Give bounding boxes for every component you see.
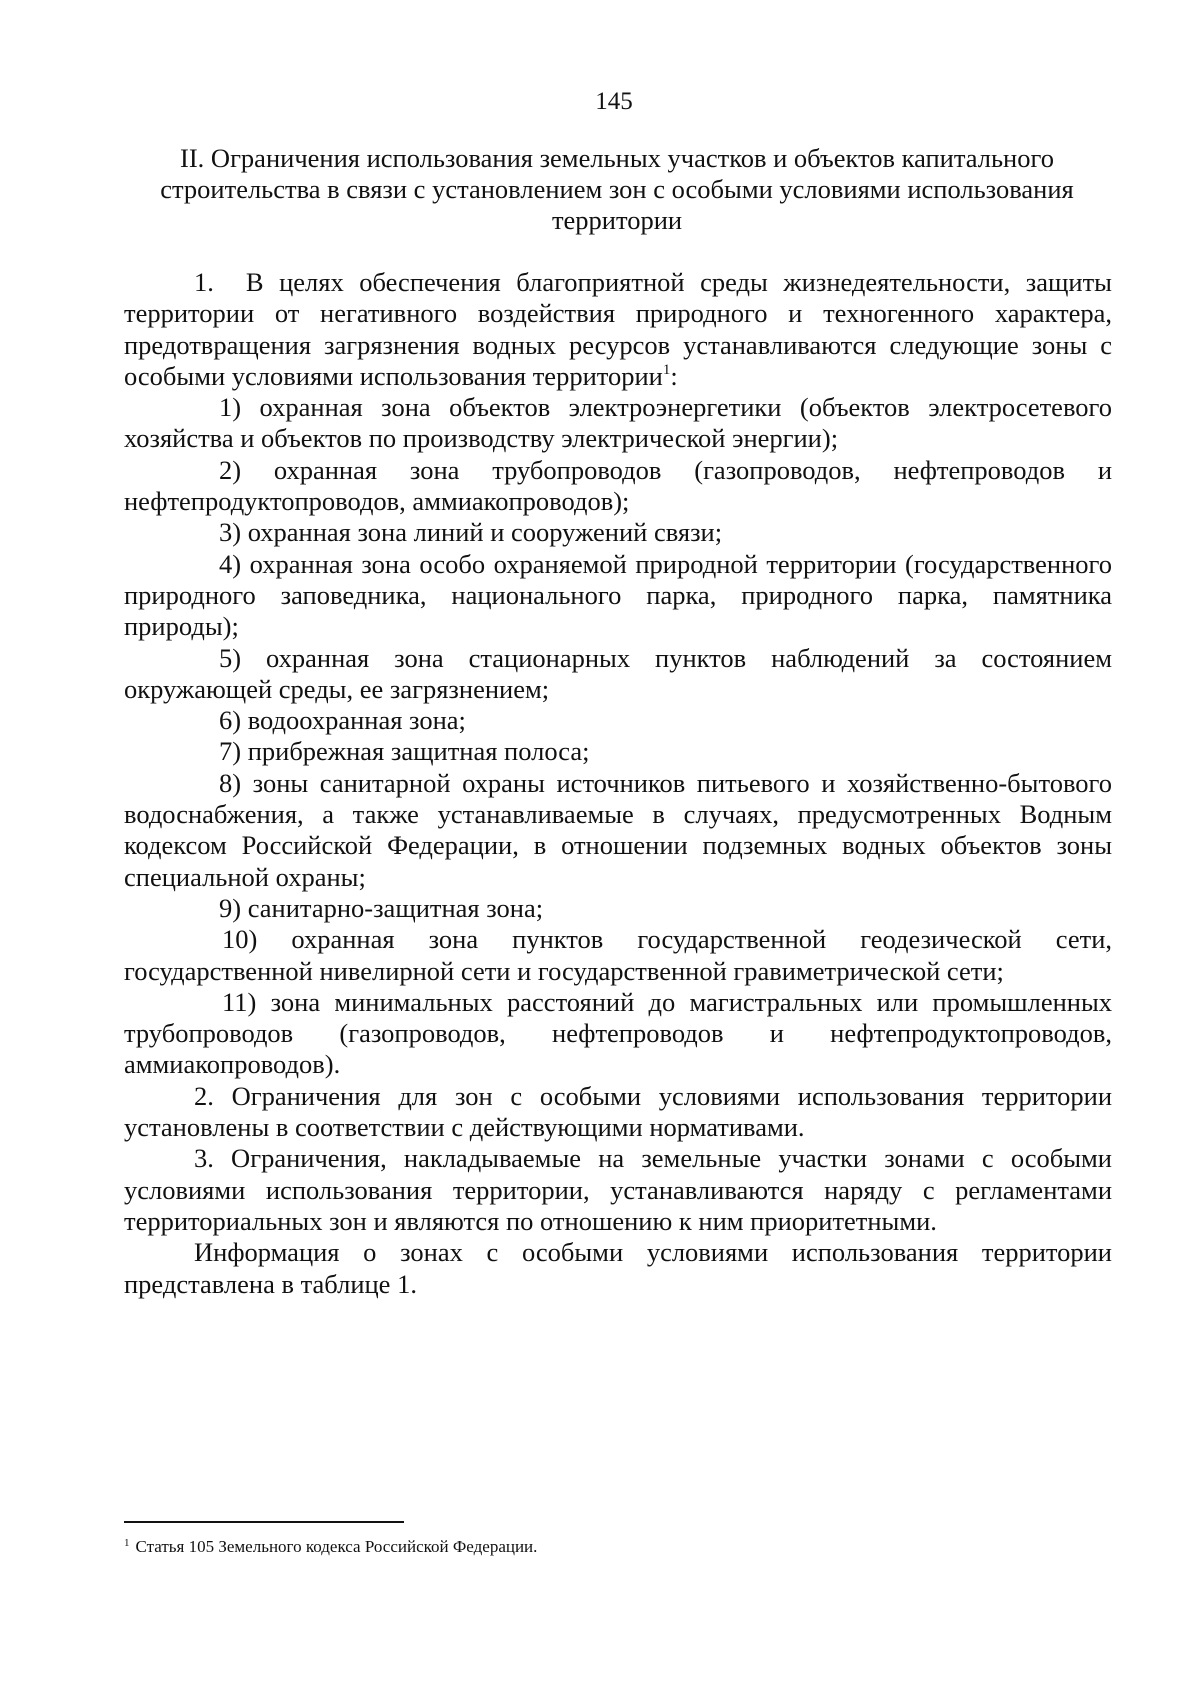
paragraph-2: 2. Ограничения для зон с особыми условиями использования территории установлены в соответствии с действующими нормативами. [124,1080,1112,1143]
list-item: 4) охранная зона особо охраняемой природной территории (государственного природного заповедника, национального парка, природного парка, памятника природы); [124,548,1112,642]
paragraph-1-text: В целях обеспечения благоприятной среды жизнедеятельности, защиты территории от негативного воздействия природного и техногенного характера, предотвращения загрязнения водных ресурсов устанавливаются следующие зоны с особыми условиями использования территории [124,267,1112,391]
section-title [132,143,1102,236]
footnote-reference: 1 [662,361,671,378]
footnote [124,1537,1024,1557]
footnote-text: Статья 105 Земельного кодекса Российской Федерации. [135,1537,538,1556]
footnote-separator [124,1521,404,1523]
list-item: 10) охранная зона пунктов государственной геодезической сети, государственной нивелирной сети и государственной гравиметрической сети; [124,924,1112,986]
list-item: 11) зона минимальных расстояний до магистральных или промышленных трубопроводов (газопроводов, нефтепроводов и нефтепродуктопроводов, аммиакопроводов). [124,986,1112,1080]
section-title-line-1: II. Ограничения использования земельных участков и объектов капитального [180,143,1054,173]
section-title-line-2: строительства в связи с установлением зон с особыми условиями использования [160,174,1074,204]
list-item: 9) санитарно-защитная зона; [219,892,544,923]
paragraph-3: 3. Ограничения, накладываемые на земельные участки зонами с особыми условиями использования территории, устанавливаются наряду с регламентами территориальных зон и являются по отношению к ним приоритетными. [124,1143,1112,1236]
list-item: 7) прибрежная защитная полоса; [219,736,590,767]
list-item: 1) охранная зона объектов электроэнергетики (объектов электросетевого хозяйства и объектов по производству электрической энергии); [124,392,1112,454]
footnote-marker: 1 [124,1537,130,1549]
list-item: 8) зоны санитарной охраны источников питьевого и хозяйственно-бытового водоснабжения, а также устанавливаемые в случаях, предусмотренных Водным кодексом Российской Федерации, в отношении подземных водных объектов зоны специальной охраны; [124,767,1112,892]
paragraph-table-reference: Информация о зонах с особыми условиями использования территории представлена в таблице 1. [124,1237,1112,1299]
paragraph-1-end: : [670,360,678,391]
list-item: 5) охранная зона стационарных пунктов наблюдений за состоянием окружающей среды, ее загрязнением; [124,642,1112,704]
section-title-line-3: территории [551,205,683,235]
list-item: 6) водоохранная зона; [219,705,466,736]
body-text [124,267,1112,1300]
paragraph-1 [124,267,1112,392]
paragraph-1-number: 1. [194,267,214,297]
list-item: 2) охранная зона трубопроводов (газопроводов, нефтепроводов и нефтепродуктопроводов, аммиакопроводов); [124,454,1112,517]
page-number: 145 [595,88,633,115]
list-item: 3) охранная зона линий и сооружений связи; [219,517,723,548]
